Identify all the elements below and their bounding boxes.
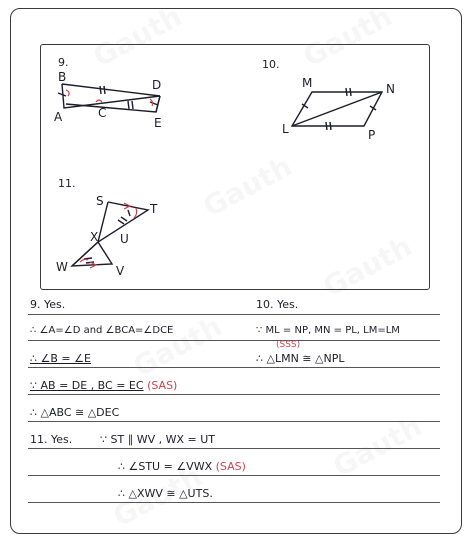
problem-11-number: 11. — [58, 177, 76, 190]
answer-10-line-1: ∵ ML = NP, MN = PL, LM=LM — [256, 325, 400, 336]
problem-10-number: 10. — [262, 58, 280, 71]
label-T: T — [150, 202, 158, 216]
label-X: X — [90, 230, 99, 244]
answer-9-line-3-text: ∵ AB = DE , BC = EC — [30, 379, 144, 392]
rule-line — [28, 502, 440, 503]
answer-10-line-2: ∴ △LMN ≅ △NPL — [256, 352, 345, 365]
label-L: L — [282, 122, 289, 136]
answer-11-title: 11. Yes. — [30, 433, 73, 446]
answer-11-line-2-text: ∴ ∠STU = ∠VWX — [118, 460, 213, 473]
answer-10-title: 10. Yes. — [256, 298, 299, 311]
answer-9-line-2-text: ∴ ∠B = ∠E — [30, 352, 91, 365]
answer-11-line-2 — [118, 460, 246, 473]
label-N: N — [386, 82, 395, 96]
answer-11-sas: (SAS) — [215, 460, 246, 473]
label-M: M — [302, 76, 313, 90]
label-V: V — [116, 264, 125, 278]
rule-line — [28, 314, 440, 315]
answer-9-line-3 — [30, 379, 177, 392]
answer-9-line-1: ∴ ∠A=∠D and ∠BCA=∠DCE — [30, 325, 174, 336]
label-A: A — [54, 110, 63, 124]
rule-line — [28, 448, 440, 449]
answer-11-line-3: ∴ △XWV ≅ △UTS. — [118, 487, 213, 500]
answer-11-line-1: ∵ ST ∥ WV , WX = UT — [100, 433, 215, 446]
label-C: C — [98, 106, 107, 120]
rule-line — [28, 367, 440, 368]
answer-10-sss: (SSS) — [276, 340, 301, 350]
problem-9-number: 9. — [58, 56, 69, 69]
answer-9-line-4: ∴ △ABC ≅ △DEC — [30, 406, 120, 419]
answer-9-sas: (SAS) — [147, 379, 178, 392]
label-P: P — [368, 128, 376, 142]
answer-9-line-2 — [30, 352, 91, 365]
rule-line — [28, 475, 440, 476]
rule-line — [28, 340, 440, 341]
rule-line — [28, 394, 440, 395]
label-B: B — [58, 70, 67, 84]
label-U: U — [120, 232, 129, 246]
label-S: S — [96, 194, 104, 208]
answer-9-title: 9. Yes. — [30, 298, 66, 311]
label-W: W — [56, 260, 68, 274]
label-E: E — [154, 116, 162, 130]
rule-line — [28, 421, 440, 422]
label-D: D — [152, 78, 162, 92]
